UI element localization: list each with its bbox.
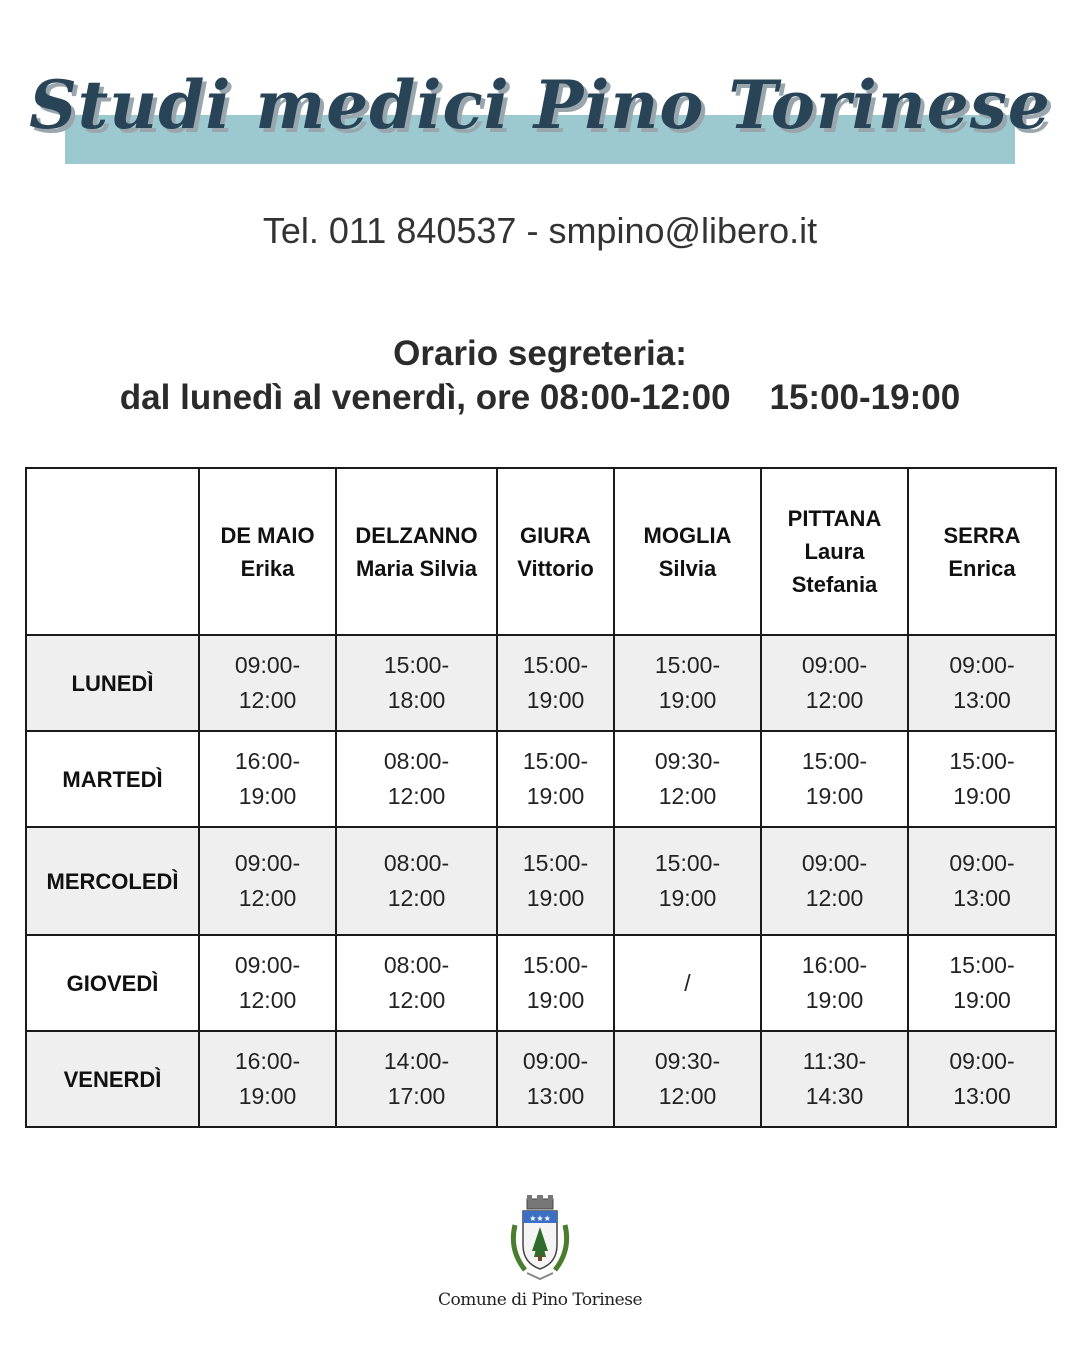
time-slot-cell — [199, 731, 336, 827]
schedule-table — [25, 467, 1057, 1128]
time-slot-cell — [336, 731, 497, 827]
time-slot-cell — [908, 1031, 1056, 1127]
time-slot-cell — [336, 827, 497, 935]
day-label: LUNEDÌ — [26, 635, 199, 731]
time-slot-start: 09:00- — [949, 652, 1015, 678]
time-slot-start: 14:00- — [383, 1048, 450, 1074]
doctor-firstname-2: Stefania — [791, 572, 878, 597]
time-slot-start: 15:00- — [949, 952, 1015, 978]
time-slot-cell — [497, 935, 614, 1031]
time-slot-start: 16:00- — [234, 1048, 301, 1074]
doctor-firstname: Enrica — [948, 555, 1016, 581]
time-slot-start: 15:00- — [522, 952, 589, 978]
time-slot-end: 13:00 — [953, 1083, 1011, 1109]
time-slot-end: 12:00 — [387, 783, 446, 809]
time-slot-start: 09:00- — [234, 952, 301, 978]
time-slot-end: 19:00 — [526, 783, 585, 809]
time-slot-start: 09:00- — [801, 850, 868, 876]
day-label: GIOVEDÌ — [26, 935, 199, 1031]
doctor-surname: PITTANA — [787, 506, 882, 531]
time-slot-start: 15:00- — [801, 748, 868, 774]
time-slot-cell — [614, 827, 761, 935]
day-label: MARTEDÌ — [26, 731, 199, 827]
time-slot-start: / — [684, 969, 691, 996]
time-slot-start: 09:00- — [949, 850, 1015, 876]
time-slot-start: 15:00- — [522, 748, 589, 774]
time-slot-start: 11:30- — [802, 1048, 867, 1074]
time-slot-cell — [761, 827, 908, 935]
time-slot-end: 12:00 — [387, 987, 446, 1013]
time-slot-cell — [199, 935, 336, 1031]
time-slot-start: 09:00- — [522, 1048, 589, 1074]
time-slot-end: 12:00 — [805, 687, 864, 713]
time-slot-end: 19:00 — [658, 885, 717, 911]
time-slot-end: 12:00 — [658, 783, 717, 809]
time-slot-end: 18:00 — [387, 687, 446, 713]
table-row — [26, 1031, 1056, 1127]
time-slot-cell — [199, 827, 336, 935]
page-title: Studi medici Pino Torinese — [29, 66, 1051, 144]
table-header-row — [26, 468, 1056, 635]
time-slot-start: 15:00- — [383, 652, 450, 678]
time-slot-cell — [614, 635, 761, 731]
time-slot-end: 13:00 — [953, 885, 1011, 911]
time-slot-cell — [614, 935, 761, 1031]
time-slot-start: 09:00- — [234, 652, 301, 678]
day-label: MERCOLEDÌ — [26, 827, 199, 935]
time-slot-cell — [497, 731, 614, 827]
time-slot-end: 19:00 — [238, 1083, 297, 1109]
time-slot-cell — [497, 827, 614, 935]
time-slot-end: 12:00 — [238, 687, 297, 713]
time-slot-cell — [336, 935, 497, 1031]
day-label: VENERDÌ — [26, 1031, 199, 1127]
time-slot-cell — [199, 1031, 336, 1127]
time-slot-cell — [614, 1031, 761, 1127]
time-slot-end: 12:00 — [805, 885, 864, 911]
corner-cell — [26, 468, 199, 635]
table-row — [26, 935, 1056, 1031]
doctor-firstname: Laura — [804, 539, 865, 564]
doctor-header — [908, 468, 1056, 635]
contact-info: Tel. 011 840537 - smpino@libero.it — [262, 210, 818, 251]
time-slot-start: 09:00- — [801, 652, 868, 678]
time-slot-start: 15:00- — [654, 652, 721, 678]
time-slot-start: 15:00- — [949, 748, 1015, 774]
time-slot-cell — [761, 635, 908, 731]
time-slot-cell — [908, 635, 1056, 731]
time-slot-end: 19:00 — [805, 987, 864, 1013]
doctor-surname: DELZANNO — [355, 522, 478, 548]
time-slot-cell — [908, 827, 1056, 935]
doctor-header — [614, 468, 761, 635]
doctor-firstname: Silvia — [658, 555, 717, 581]
doctor-firstname: Maria Silvia — [355, 555, 478, 581]
doctor-surname: DE MAIO — [220, 522, 315, 548]
time-slot-start: 16:00- — [801, 952, 868, 978]
doctor-header — [336, 468, 497, 635]
time-slot-cell — [336, 635, 497, 731]
time-slot-start: 15:00- — [522, 850, 589, 876]
time-slot-end: 19:00 — [658, 687, 717, 713]
doctor-surname: MOGLIA — [643, 522, 732, 548]
office-hours-label: Orario segreteria: — [393, 334, 687, 373]
office-hours — [0, 332, 1080, 420]
table-row — [26, 827, 1056, 935]
time-slot-end: 19:00 — [238, 783, 297, 809]
doctor-header — [761, 468, 908, 635]
svg-text:★★★: ★★★ — [529, 1214, 551, 1223]
time-slot-cell — [497, 1031, 614, 1127]
time-slot-cell — [199, 635, 336, 731]
time-slot-end: 19:00 — [805, 783, 864, 809]
time-slot-end: 19:00 — [526, 885, 585, 911]
time-slot-start: 09:30- — [654, 748, 721, 774]
time-slot-end: 17:00 — [387, 1083, 446, 1109]
doctor-header — [199, 468, 336, 635]
time-slot-start: 09:30- — [654, 1048, 721, 1074]
time-slot-start: 09:00- — [234, 850, 301, 876]
time-slot-cell — [761, 935, 908, 1031]
doctor-firstname: Vittorio — [517, 555, 594, 581]
doctor-surname: SERRA — [943, 522, 1021, 548]
doctor-header — [497, 468, 614, 635]
office-hours-detail: dal lunedì al venerdì, ore 08:00-12:00 15:00-19:00 — [119, 378, 961, 417]
time-slot-cell — [908, 731, 1056, 827]
time-slot-end: 13:00 — [953, 687, 1011, 713]
time-slot-cell — [908, 935, 1056, 1031]
time-slot-end: 12:00 — [238, 987, 297, 1013]
time-slot-end: 12:00 — [238, 885, 297, 911]
time-slot-end: 13:00 — [526, 1083, 585, 1109]
time-slot-start: 08:00- — [383, 952, 450, 978]
time-slot-end: 19:00 — [953, 783, 1011, 809]
time-slot-end: 12:00 — [658, 1083, 717, 1109]
time-slot-start: 08:00- — [383, 748, 450, 774]
time-slot-start: 16:00- — [234, 748, 301, 774]
time-slot-start: 09:00- — [949, 1048, 1015, 1074]
time-slot-start: 15:00- — [654, 850, 721, 876]
table-row — [26, 731, 1056, 827]
time-slot-cell — [614, 731, 761, 827]
time-slot-end: 19:00 — [953, 987, 1011, 1013]
doctor-surname: GIURA — [520, 522, 591, 548]
coat-of-arms-icon — [505, 1195, 575, 1283]
time-slot-cell — [761, 731, 908, 827]
municipality-caption: Comune di Pino Torinese — [437, 1290, 643, 1310]
time-slot-end: 12:00 — [387, 885, 446, 911]
time-slot-cell — [497, 635, 614, 731]
time-slot-end: 14:30 — [805, 1083, 864, 1109]
time-slot-end: 19:00 — [526, 687, 585, 713]
time-slot-start: 08:00- — [383, 850, 450, 876]
time-slot-cell — [761, 1031, 908, 1127]
doctor-firstname: Erika — [240, 555, 295, 581]
time-slot-end: 19:00 — [526, 987, 585, 1013]
time-slot-cell — [336, 1031, 497, 1127]
table-row — [26, 635, 1056, 731]
time-slot-start: 15:00- — [522, 652, 589, 678]
